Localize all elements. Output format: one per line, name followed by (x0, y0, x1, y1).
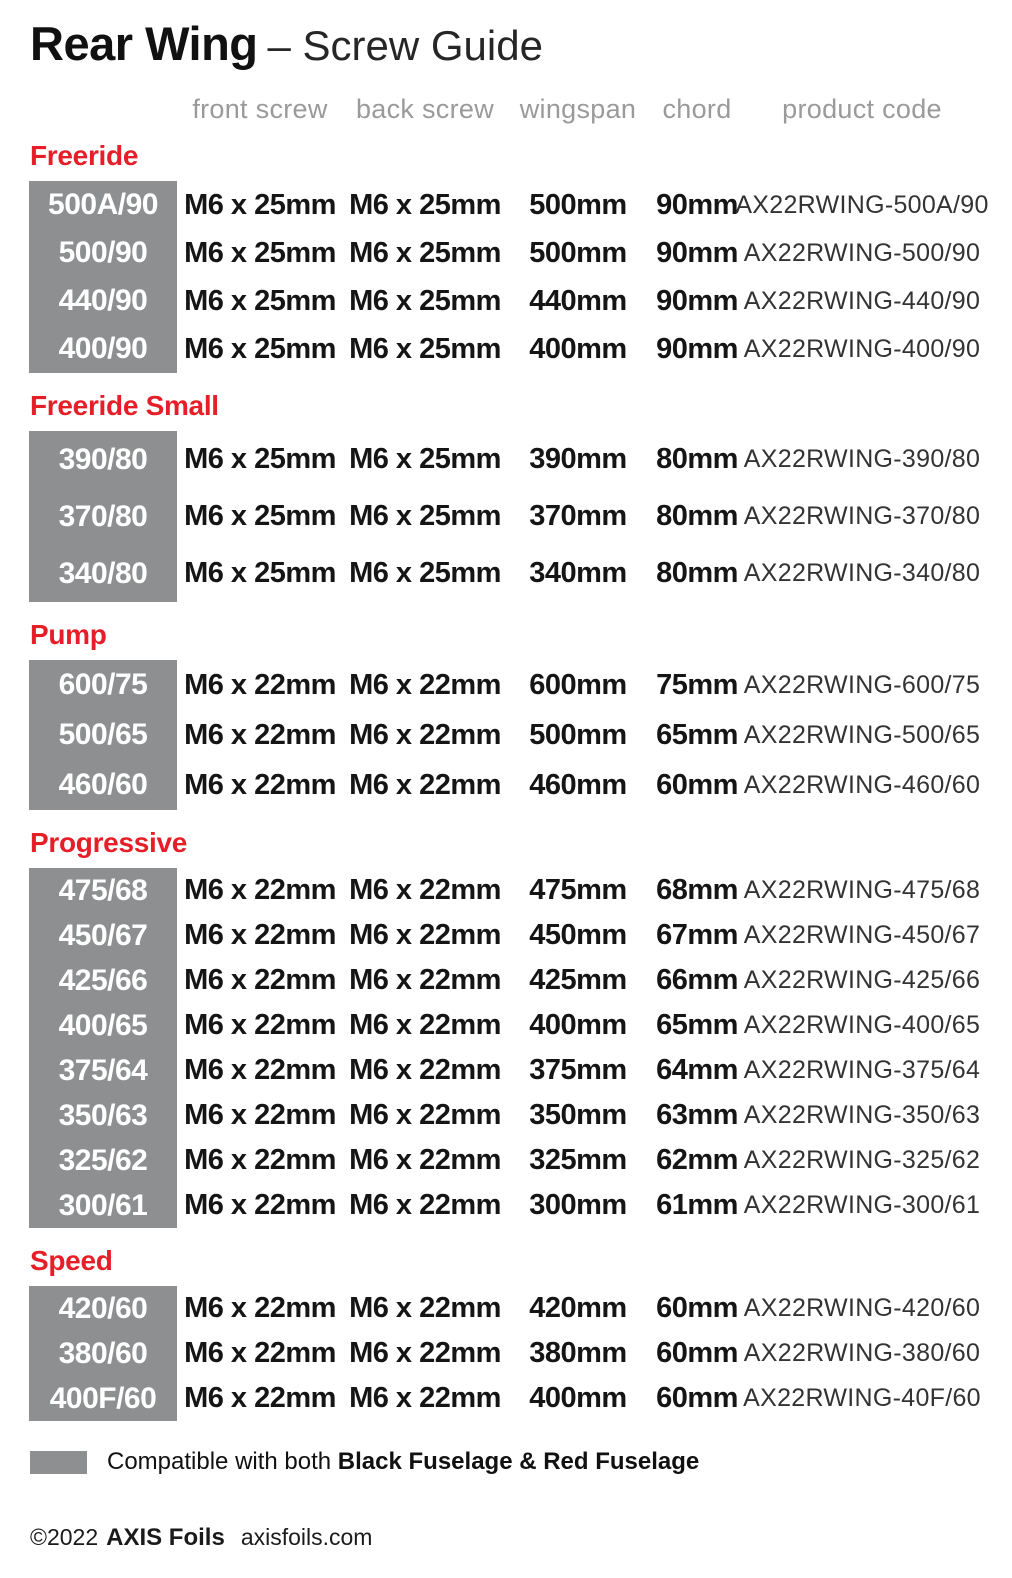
footer (30, 1524, 1012, 1552)
cell-back-screw: M6 x 25mm (349, 332, 501, 365)
cell-wingspan: 370mm (529, 500, 627, 532)
cell-product-code: AX22RWING-375/64 (743, 1056, 981, 1084)
cell-front-screw: M6 x 25mm (184, 284, 336, 317)
website-link[interactable]: axisfoils.com (240, 1524, 373, 1550)
section-table-progressive (29, 868, 979, 1228)
cell-wingspan: 350mm (529, 1099, 627, 1131)
cell-wingspan: 500mm (529, 188, 627, 221)
cell-back-screw: M6 x 22mm (349, 668, 501, 701)
cell-front-screw: M6 x 22mm (184, 1099, 336, 1131)
cell-front-screw: M6 x 22mm (184, 1382, 336, 1414)
cell-chord: 67mm (656, 919, 738, 951)
cell-wingspan: 400mm (529, 1009, 627, 1041)
cell-back-screw: M6 x 22mm (349, 1009, 501, 1041)
cell-chord: 90mm (656, 236, 738, 269)
model-badge: 400F/60 (29, 1376, 177, 1421)
cell-product-code: AX22RWING-300/61 (743, 1191, 981, 1219)
cell-product-code: AX22RWING-600/75 (743, 670, 981, 699)
model-badge: 600/75 (29, 660, 177, 710)
cell-product-code: AX22RWING-40F/60 (743, 1384, 981, 1412)
model-badge: 380/60 (29, 1331, 177, 1376)
cell-product-code: AX22RWING-340/80 (743, 559, 981, 587)
cell-back-screw: M6 x 25mm (349, 284, 501, 317)
cell-product-code: AX22RWING-425/66 (743, 966, 981, 994)
cell-wingspan: 325mm (529, 1144, 627, 1176)
model-badge: 450/67 (29, 913, 177, 958)
section-title-speed: Speed (30, 1245, 113, 1276)
cell-chord: 61mm (656, 1189, 738, 1221)
model-badge: 370/80 (29, 488, 177, 545)
cell-back-screw: M6 x 22mm (349, 1099, 501, 1131)
cell-product-code: AX22RWING-400/90 (743, 334, 981, 363)
cell-wingspan: 400mm (529, 1382, 627, 1414)
cell-wingspan: 475mm (529, 874, 627, 906)
model-badge: 500/65 (29, 710, 177, 760)
cell-back-screw: M6 x 25mm (349, 557, 501, 589)
cell-chord: 80mm (656, 443, 738, 475)
cell-front-screw: M6 x 25mm (184, 443, 336, 475)
cell-chord: 65mm (656, 1009, 738, 1041)
cell-chord: 60mm (656, 1292, 738, 1324)
column-header-back-screw: back screw (355, 93, 495, 124)
section-title-freeride: Freeride (30, 140, 139, 171)
legend-text-bold: Black Fuselage & Red Fuselage (337, 1448, 700, 1475)
cell-front-screw: M6 x 22mm (184, 668, 336, 701)
cell-back-screw: M6 x 22mm (349, 874, 501, 906)
cell-back-screw: M6 x 25mm (349, 500, 501, 532)
section-table-freeride (29, 181, 989, 373)
cell-chord: 75mm (656, 668, 738, 701)
cell-chord: 63mm (656, 1099, 738, 1131)
section-table-freeride-small (29, 431, 979, 602)
cell-product-code: AX22RWING-460/60 (743, 770, 981, 799)
cell-wingspan: 460mm (529, 768, 627, 801)
cell-back-screw: M6 x 22mm (349, 919, 501, 951)
cell-product-code: AX22RWING-325/62 (743, 1146, 981, 1174)
section-table-speed (29, 1286, 979, 1421)
model-badge: 440/90 (29, 277, 177, 325)
cell-chord: 64mm (656, 1054, 738, 1086)
model-badge: 475/68 (29, 868, 177, 913)
cell-wingspan: 300mm (529, 1189, 627, 1221)
cell-product-code: AX22RWING-500A/90 (735, 190, 989, 219)
cell-wingspan: 380mm (529, 1337, 627, 1369)
cell-product-code: AX22RWING-380/60 (743, 1339, 981, 1367)
column-header-wingspan: wingspan (519, 93, 637, 124)
cell-chord: 90mm (656, 188, 738, 221)
section-title-pump: Pump (30, 619, 107, 650)
cell-wingspan: 390mm (529, 443, 627, 475)
cell-front-screw: M6 x 22mm (184, 874, 336, 906)
cell-wingspan: 600mm (529, 668, 627, 701)
cell-front-screw: M6 x 25mm (184, 188, 336, 221)
cell-product-code: AX22RWING-400/65 (743, 1011, 981, 1039)
cell-chord: 90mm (656, 332, 738, 365)
cell-product-code: AX22RWING-420/60 (743, 1294, 981, 1322)
model-badge: 390/80 (29, 431, 177, 488)
model-badge: 325/62 (29, 1138, 177, 1183)
cell-front-screw: M6 x 25mm (184, 557, 336, 589)
cell-wingspan: 425mm (529, 964, 627, 996)
cell-back-screw: M6 x 25mm (349, 188, 501, 221)
legend-text (107, 1448, 699, 1476)
cell-front-screw: M6 x 22mm (184, 1009, 336, 1041)
section-table-pump (29, 660, 979, 810)
model-badge: 400/90 (29, 325, 177, 373)
cell-front-screw: M6 x 22mm (184, 1292, 336, 1324)
model-badge: 400/65 (29, 1003, 177, 1048)
cell-chord: 80mm (656, 557, 738, 589)
cell-chord: 90mm (656, 284, 738, 317)
cell-back-screw: M6 x 22mm (349, 1382, 501, 1414)
column-header-product-code: product code (782, 93, 942, 124)
cell-chord: 60mm (656, 768, 738, 801)
cell-chord: 80mm (656, 500, 738, 532)
cell-back-screw: M6 x 22mm (349, 1337, 501, 1369)
cell-wingspan: 450mm (529, 919, 627, 951)
cell-front-screw: M6 x 25mm (184, 332, 336, 365)
cell-front-screw: M6 x 22mm (184, 1189, 336, 1221)
cell-product-code: AX22RWING-350/63 (743, 1101, 981, 1129)
cell-product-code: AX22RWING-440/90 (743, 286, 981, 315)
model-badge: 425/66 (29, 958, 177, 1003)
section-title-progressive: Progressive (30, 827, 188, 858)
cell-back-screw: M6 x 22mm (349, 768, 501, 801)
cell-front-screw: M6 x 22mm (184, 1337, 336, 1369)
cell-product-code: AX22RWING-370/80 (743, 502, 981, 530)
cell-chord: 65mm (656, 718, 738, 751)
cell-back-screw: M6 x 22mm (349, 1292, 501, 1324)
copyright-text: ©2022 (30, 1524, 99, 1550)
compatibility-legend (30, 1448, 1012, 1476)
cell-chord: 68mm (656, 874, 738, 906)
gray-compatibility-swatch (30, 1451, 87, 1474)
legend-text-prefix: Compatible with both (107, 1448, 338, 1475)
brand-name: AXIS Foils (106, 1524, 225, 1551)
column-header-chord: chord (662, 93, 732, 124)
cell-wingspan: 340mm (529, 557, 627, 589)
cell-wingspan: 375mm (529, 1054, 627, 1086)
page-title (30, 17, 1012, 70)
model-badge: 340/80 (29, 545, 177, 602)
cell-chord: 60mm (656, 1382, 738, 1414)
cell-wingspan: 400mm (529, 332, 627, 365)
cell-back-screw: M6 x 22mm (349, 1054, 501, 1086)
cell-front-screw: M6 x 22mm (184, 1054, 336, 1086)
cell-chord: 66mm (656, 964, 738, 996)
column-header-front-screw: front screw (192, 93, 328, 124)
cell-wingspan: 500mm (529, 236, 627, 269)
page-title-subtitle: – Screw Guide (267, 22, 543, 69)
cell-front-screw: M6 x 25mm (184, 236, 336, 269)
cell-front-screw: M6 x 22mm (184, 718, 336, 751)
sections-container (0, 141, 1012, 1421)
section-title-freeride-small: Freeride Small (30, 390, 219, 421)
cell-product-code: AX22RWING-450/67 (743, 921, 981, 949)
cell-back-screw: M6 x 22mm (349, 718, 501, 751)
column-headers (29, 95, 979, 123)
model-badge: 500A/90 (29, 181, 177, 229)
cell-product-code: AX22RWING-500/90 (743, 238, 981, 267)
model-badge: 460/60 (29, 760, 177, 810)
model-badge: 500/90 (29, 229, 177, 277)
cell-front-screw: M6 x 22mm (184, 964, 336, 996)
cell-chord: 60mm (656, 1337, 738, 1369)
cell-front-screw: M6 x 25mm (184, 500, 336, 532)
cell-back-screw: M6 x 22mm (349, 1189, 501, 1221)
cell-back-screw: M6 x 22mm (349, 1144, 501, 1176)
cell-wingspan: 500mm (529, 718, 627, 751)
cell-wingspan: 420mm (529, 1292, 627, 1324)
model-badge: 420/60 (29, 1286, 177, 1331)
model-badge: 375/64 (29, 1048, 177, 1093)
cell-product-code: AX22RWING-500/65 (743, 720, 981, 749)
cell-front-screw: M6 x 22mm (184, 919, 336, 951)
cell-back-screw: M6 x 22mm (349, 964, 501, 996)
column-header-spacer (29, 95, 177, 123)
cell-back-screw: M6 x 25mm (349, 236, 501, 269)
page-title-main: Rear Wing (30, 17, 258, 70)
model-badge: 300/61 (29, 1183, 177, 1228)
cell-wingspan: 440mm (529, 284, 627, 317)
cell-back-screw: M6 x 25mm (349, 443, 501, 475)
cell-front-screw: M6 x 22mm (184, 768, 336, 801)
cell-front-screw: M6 x 22mm (184, 1144, 336, 1176)
cell-product-code: AX22RWING-390/80 (743, 445, 981, 473)
model-badge: 350/63 (29, 1093, 177, 1138)
cell-chord: 62mm (656, 1144, 738, 1176)
cell-product-code: AX22RWING-475/68 (743, 876, 981, 904)
